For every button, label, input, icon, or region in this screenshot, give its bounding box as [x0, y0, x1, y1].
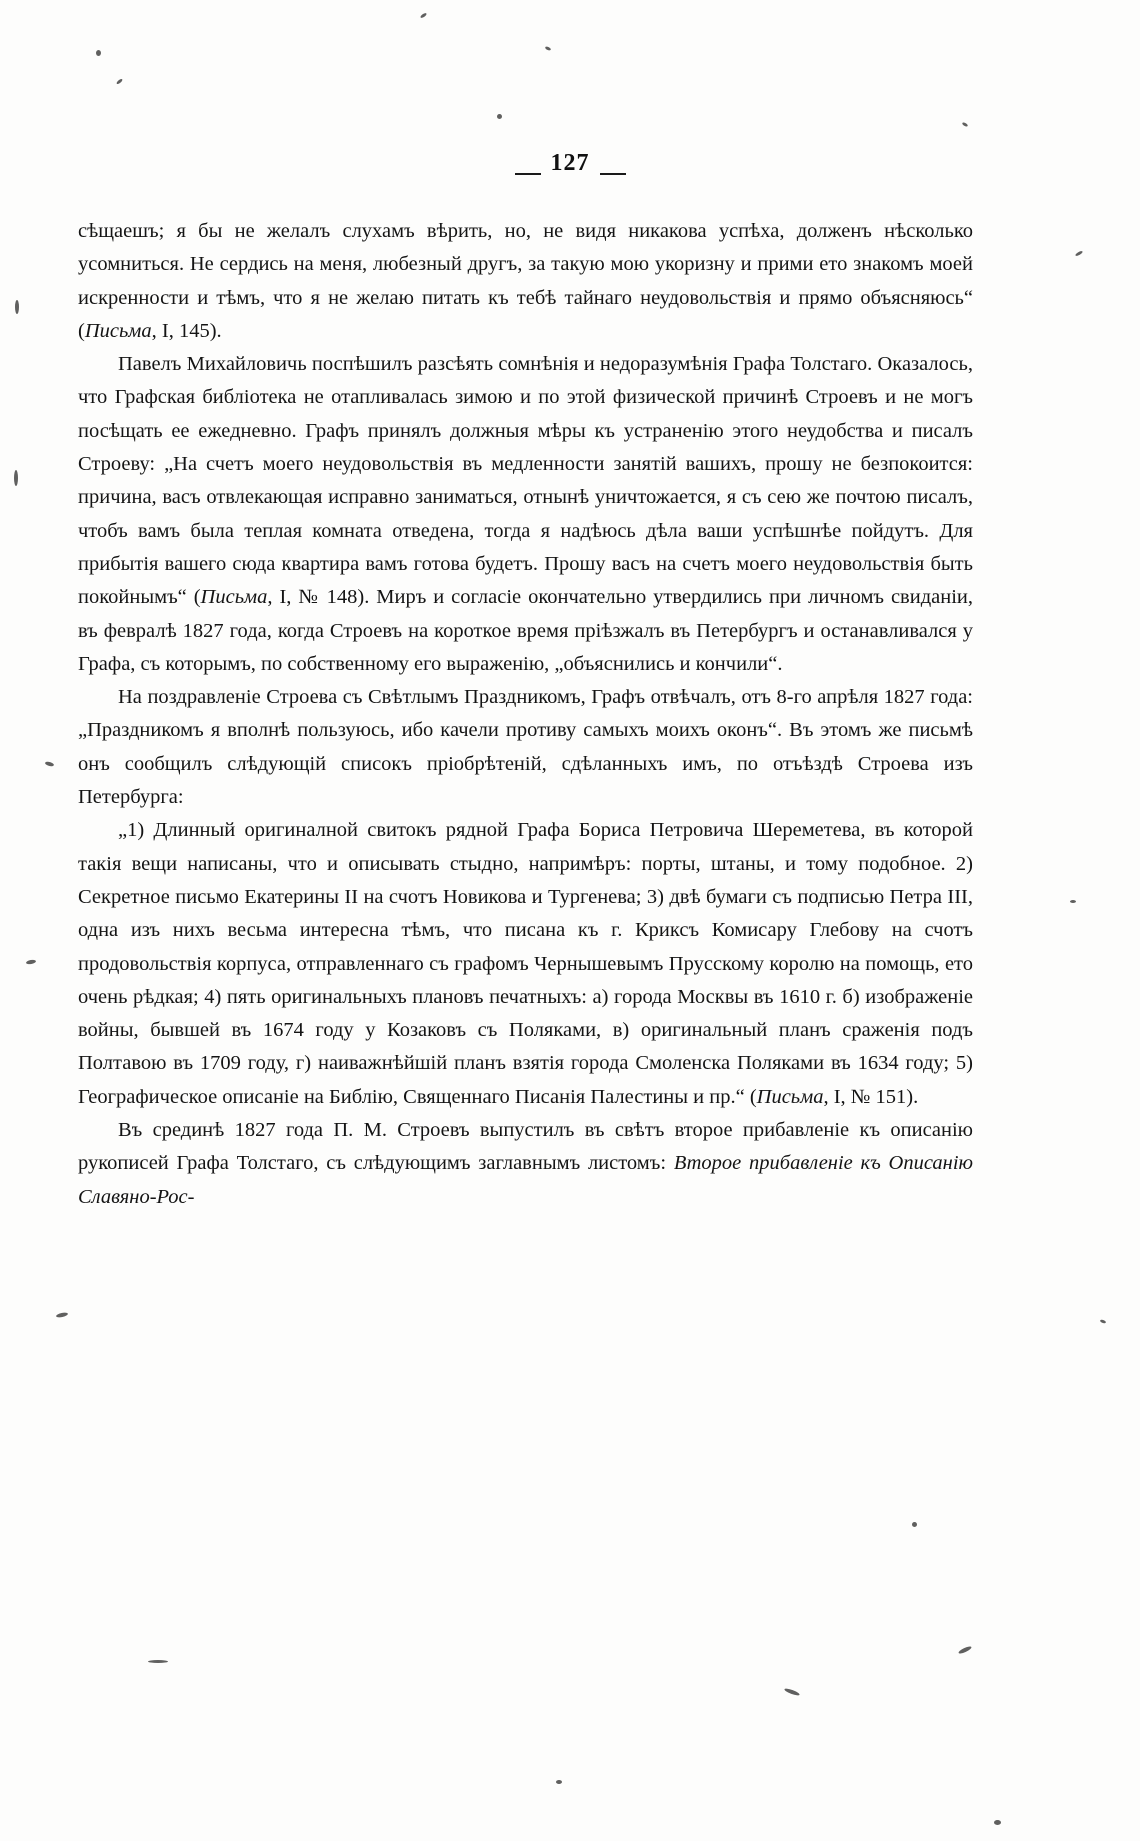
paragraph-1-citation: Письма [84, 319, 152, 342]
paragraph-1-citation-tail: , I, 145). [151, 319, 222, 342]
page-header [0, 150, 1140, 177]
paragraph-5-title: Второе прибавленіе къ Описанію Славяно-Рос- [78, 1152, 973, 1208]
paragraph-4-citation-tail: , I, № 151). [823, 1085, 919, 1108]
paragraph-2-citation-tail: , I, № 148). Миръ и согласіе окончательно утвердились при личномъ свиданіи, въ февралѣ 1827 года, когда Строевъ на короткое время пріѣзжалъ въ Петербургъ и останавливался у Графа, съ которымъ, по собственному его выраженію, „объяснились и кончили“. [78, 586, 973, 675]
scan-speck [545, 46, 552, 51]
scan-speck [45, 761, 55, 767]
paragraph-4 [78, 814, 973, 1114]
scan-speck [14, 470, 18, 486]
scan-speck [994, 1820, 1001, 1825]
paragraph-2 [78, 348, 973, 681]
scan-speck [1070, 900, 1076, 903]
scan-speck [962, 122, 969, 128]
paragraph-1-text: сѣщаешъ; я бы не желалъ слухамъ вѣрить, но, не видя никакова успѣха, долженъ нѣсколько усомниться. Не сердись на меня, любезный другъ, за такую мою укоризну и прими ето знакомъ моей искренности и тѣмъ, что я не желаю питать къ тебѣ тайнаго неудовольствія и прямо объясняюсь“ ( [78, 220, 973, 342]
scan-speck [26, 959, 37, 965]
paragraph-2-text: Павелъ Михайловичь поспѣшилъ разсѣять сомнѣнія и недоразумѣнія Графа Толстаго. Оказалось, что Графская библіотека не отапливалась зимою и по этой физической причинѣ Строевъ и не могъ посѣщать ее ежедневно. Графъ принялъ должныя мѣры къ устраненію этого неудобства и писалъ Строеву: „На счетъ моего неудовольствія въ медленности занятій вашихъ, прошу не безпокоится: причина, васъ отвлекающая исправно заниматься, отнынѣ уничтожается, я съ сею же почтою писалъ, чтобъ вамъ была теплая комната отведена, тогда я надѣюсь дѣла ваши успѣшнѣе пойдутъ. Для прибытія вашего сюда квартира вамъ готова будетъ. Прошу васъ на счетъ моего неудовольствія быть покойнымъ“ ( [78, 353, 973, 609]
paragraph-5 [78, 1114, 973, 1214]
paragraph-2-citation: Письма [200, 586, 268, 609]
scan-speck [912, 1522, 917, 1527]
paragraph-3 [78, 681, 973, 814]
paragraph-5-text: Въ срединѣ 1827 года П. М. Строевъ выпустилъ въ свѣтъ второе прибавленіе къ описанію рукописей Графа Толстаго, съ слѣдующимъ заглавнымъ листомъ: [78, 1119, 973, 1175]
scan-speck [1100, 1319, 1107, 1324]
scan-speck [784, 1687, 800, 1696]
page-number: 127 [547, 150, 594, 177]
scan-speck [56, 1312, 69, 1318]
paragraph-4-citation: Письма [756, 1085, 824, 1108]
scan-speck [420, 12, 427, 18]
paragraph-3-text: На поздравленіе Строева съ Свѣтлымъ Праздникомъ, Графъ отвѣчалъ, отъ 8-го апрѣля 1827 года: „Праздникомъ я вполнѣ пользуюсь, ибо качели противу самыхъ моихъ оконъ“. Въ этомъ же письмѣ онъ сообщилъ слѣдующій списокъ пріобрѣтеній, сдѣланныхъ имъ, по отъѣздѣ Строева изъ Петербурга: [78, 686, 973, 809]
scan-speck [1075, 250, 1083, 257]
body-text [78, 215, 973, 1214]
scan-speck [556, 1780, 562, 1784]
scan-speck [15, 300, 19, 314]
scan-speck [148, 1660, 168, 1663]
scan-speck [96, 50, 101, 56]
scan-speck [116, 78, 123, 85]
scan-speck [497, 114, 502, 119]
scan-speck [958, 1645, 972, 1655]
paragraph-4-text: „1) Длинный оригиналной свитокъ рядной Графа Бориса Петровича Шереметева, въ которой такія вещи написаны, что и описывать стыдно, напримѣръ: порты, штаны, и тому подобное. 2) Секретное письмо Екатерины II на счотъ Новикова и Тургенева; 3) двѣ бумаги съ подписью Петра III, одна изъ нихъ весьма интересна тѣмъ, что писана къ г. Криксъ Комисару Глебову на счотъ продовольствія корпуса, отправленнаго съ графомъ Чернышевымъ Прусскому королю на помощь, ето очень рѣдкая; 4) пять оригинальныхъ плановъ печатныхъ: а) города Москвы въ 1610 г. б) изображеніе войны, бывшей въ 1674 году у Козаковъ съ Поляками, в) оригинальный планъ сраженія подъ Полтавою въ 1709 году, г) наиважнѣйшій планъ взятія города Смоленска Поляками въ 1634 году; 5) Географическое описаніе на Библію, Священнаго Писанія Палестины и пр.“ ( [78, 819, 973, 1108]
paragraph-1 [78, 215, 973, 348]
